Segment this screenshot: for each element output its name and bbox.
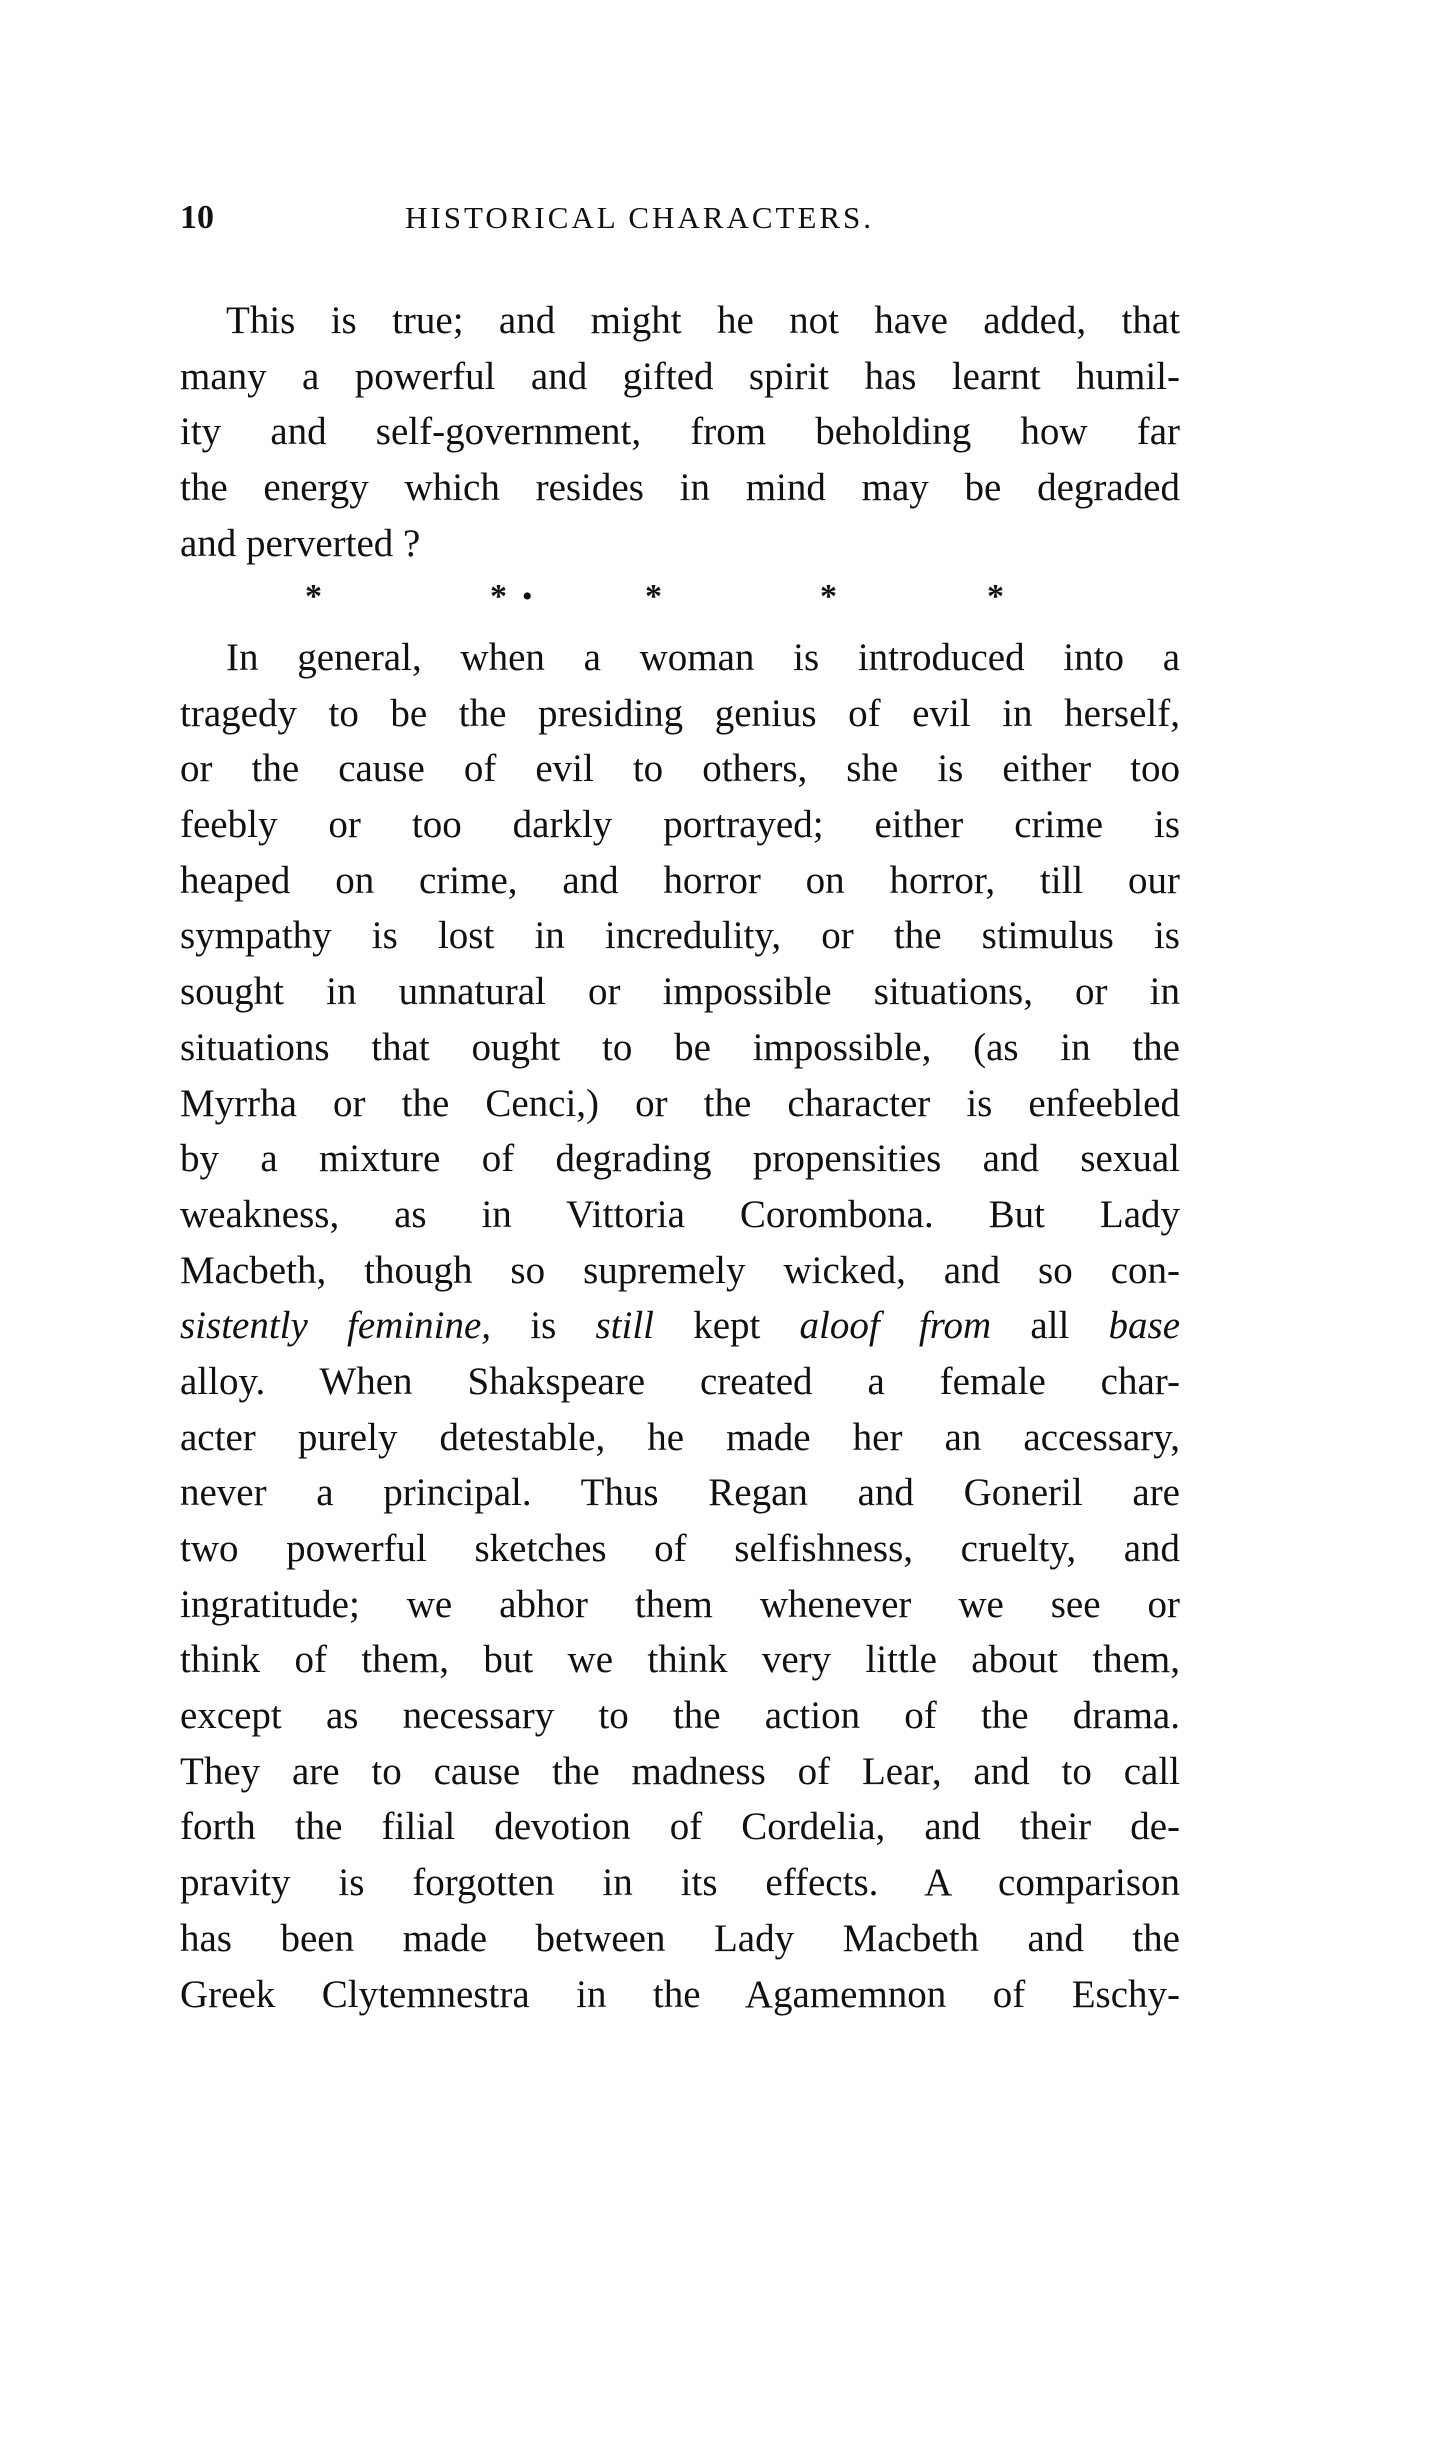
text-line: weakness, as in Vittoria Corombona. But Lady (180, 1192, 1180, 1236)
text-span: is (491, 1304, 596, 1348)
text-line: acter purely detestable, he made her an accessary, (180, 1415, 1180, 1459)
italic-text-line (180, 1298, 1180, 1354)
asterisk: * (645, 578, 662, 615)
text-line: In general, when a woman is introduced into a (226, 636, 1180, 679)
asterisk: * (305, 578, 322, 615)
asterisk: * (987, 578, 1004, 615)
asterisk: * (490, 578, 507, 615)
text-line: many a powerful and gifted spirit has learnt humil- (180, 354, 1180, 398)
text-line: Macbeth, though so supremely wicked, and so con- (180, 1248, 1180, 1292)
dot: • (522, 580, 533, 613)
page-number: 10 (180, 199, 214, 236)
italic-span: base (1108, 1304, 1180, 1348)
paragraph-1 (180, 293, 1180, 571)
page-header (0, 198, 1453, 238)
text-line: pravity is forgotten in its effects. A comparison (180, 1861, 1180, 1905)
italic-span: still (595, 1304, 654, 1348)
section-break-asterisms (180, 572, 1180, 622)
text-line: the energy which resides in mind may be degraded (180, 466, 1180, 510)
text-line: sympathy is lost in incredulity, or the stimulus is (180, 914, 1180, 958)
text-line: two powerful sketches of selfishness, cruelty, and (180, 1527, 1180, 1570)
text-line: tragedy to be the presiding genius of evil in herself, (180, 691, 1180, 735)
italic-span: aloof from (799, 1304, 992, 1348)
text-line: alloy. When Shakspeare created a female char- (180, 1359, 1180, 1403)
text-line: They are to cause the madness of Lear, and to call (180, 1749, 1180, 1793)
text-line: or the cause of evil to others, she is either too (180, 747, 1180, 791)
text-line: except as necessary to the action of the drama. (180, 1694, 1180, 1738)
text-span: all (991, 1304, 1109, 1348)
text-line: Greek Clytemnestra in the Agamemnon of Eschy- (180, 1972, 1180, 2016)
text-span: kept (654, 1304, 800, 1348)
text-line: think of them, but we think very little about them, (180, 1638, 1180, 1682)
text-line: heaped on crime, and horror on horror, till our (180, 858, 1180, 902)
asterisk: * (820, 578, 837, 615)
text-line: This is true; and might he not have added, that (226, 299, 1180, 342)
text-line: never a principal. Thus Regan and Goneril are (180, 1471, 1180, 1515)
text-line: feebly or too darkly portrayed; either crime is (180, 803, 1180, 847)
text-line: ity and self-government, from beholding how far (180, 410, 1180, 454)
text-line: by a mixture of degrading propensities and sexual (180, 1137, 1180, 1181)
text-line: forth the filial devotion of Cordelia, and their de- (180, 1805, 1180, 1849)
text-line: Myrrha or the Cenci,) or the character is enfeebled (180, 1081, 1180, 1125)
running-head: HISTORICAL CHARACTERS. (405, 200, 875, 235)
italic-span: sistently feminine, (180, 1304, 492, 1348)
text-line: situations that ought to be impossible, (as in the (180, 1025, 1180, 1069)
text-line: ingratitude; we abhor them whenever we see or (180, 1582, 1180, 1626)
text-line: and perverted ? (180, 521, 421, 565)
text-line: has been made between Lady Macbeth and the (180, 1916, 1180, 1960)
paragraph-2 (180, 630, 1180, 2022)
text-line: sought in unnatural or impossible situations, or in (180, 970, 1180, 1014)
